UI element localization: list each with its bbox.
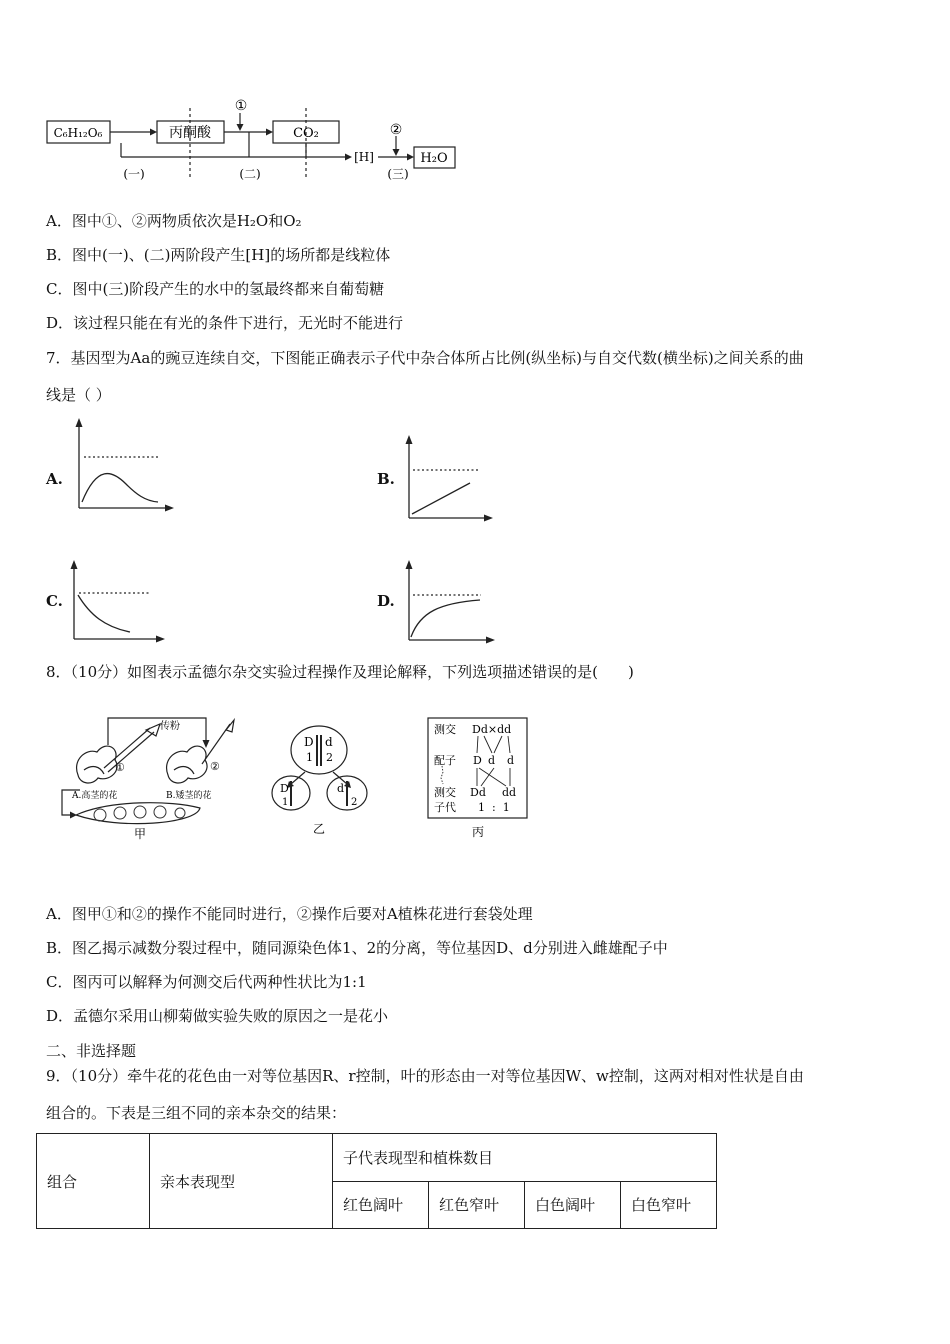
jia-mark-2: ②: [210, 760, 220, 773]
yi-right-d: d: [337, 782, 345, 795]
bing-gamete-d2: d: [507, 754, 515, 767]
graph-b-label: B.: [377, 470, 395, 488]
table-header-offspring: 子代表现型和植株数目: [333, 1134, 717, 1182]
jia-label-a: A.高茎的花: [72, 791, 118, 801]
stage-2-label: (二): [239, 167, 261, 181]
q7-stem-line1: 7．基因型为Aa的豌豆连续自交，下图能正确表示子代中杂合体所占比例(纵坐标)与自交代数(横坐标)之间关系的曲: [46, 349, 804, 367]
graph-a-label: A.: [46, 470, 63, 488]
jia-mark-1: ①: [115, 761, 125, 774]
q8-stem: 8．（10分）如图表示孟德尔杂交实验过程操作及理论解释，下列选项描述错误的是( ): [46, 663, 634, 681]
jia-chuanfen: 传粉: [160, 721, 180, 732]
bing-ratio: 1 : 1: [478, 801, 510, 814]
yi-left-D: D: [280, 782, 289, 795]
graph-c-label: C.: [46, 592, 63, 610]
table-subheader-red-narrow: 红色窄叶: [429, 1181, 525, 1229]
bing-row2-label: 配子: [434, 754, 456, 767]
bing-row3-label1: 测交: [434, 786, 456, 799]
table-subheader-white-narrow: 白色窄叶: [621, 1181, 717, 1229]
bing-offspring-dd: dd: [502, 786, 517, 799]
mark-2: ②: [389, 122, 403, 138]
table-header-parent: 亲本表现型: [150, 1134, 333, 1229]
bing-gamete-D: D: [473, 754, 482, 767]
yi-2: 2: [326, 751, 333, 764]
q8-option-d: D．孟德尔采用山柳菊做实验失败的原因之一是花小: [46, 1007, 389, 1025]
pyruvate-label: 丙酮酸: [169, 125, 211, 141]
h2o-label: H₂O: [420, 151, 448, 166]
bing-row1-label: 测交: [434, 723, 456, 736]
q6-option-d: D．该过程只能在有光的条件下进行，无光时不能进行: [46, 314, 404, 332]
bing-offspring-Dd: Dd: [470, 786, 486, 799]
q8-option-c: C．图丙可以解释为何测交后代两种性状比为1:1: [46, 973, 367, 991]
section-title: 二、非选择题: [46, 1042, 137, 1060]
jia-label-b: B.矮茎的花: [166, 791, 212, 801]
q6-option-a: A．图中①、②两物质依次是H₂O和O₂: [46, 212, 302, 230]
stage-1-label: (一): [123, 167, 145, 181]
q6-option-c: C．图中(三)阶段产生的水中的氢最终都来自葡萄糖: [46, 280, 385, 298]
q9-stem-line1: 9．（10分）牵牛花的花色由一对等位基因R、r控制，叶的形态由一对等位基因W、w控制，这两对相对性状是自由: [46, 1067, 804, 1085]
jia-caption: 甲: [133, 827, 147, 841]
glucose-label: C₆H₁₂O₆: [53, 126, 103, 140]
bing-caption: 丙: [471, 825, 485, 839]
bing-row1-val: Dd×dd: [472, 723, 512, 736]
yi-d: d: [325, 735, 333, 749]
bing-row3-label2: 子代: [434, 801, 456, 814]
graph-d-label: D.: [377, 592, 395, 610]
table-subheader-red-broad: 红色阔叶: [333, 1181, 429, 1229]
q8-option-a: A．图甲①和②的操作不能同时进行，②操作后要对A植株花进行套袋处理: [46, 905, 533, 923]
q6-option-b: B．图中(一)、(二)两阶段产生[H]的场所都是线粒体: [46, 246, 391, 264]
yi-caption: 乙: [312, 822, 326, 836]
yi-D: D: [304, 735, 314, 749]
q9-stem-line2: 组合的。下表是三组不同的亲本杂交的结果：: [46, 1104, 347, 1122]
co2-label: CO₂: [293, 126, 319, 141]
yi-right-2: 2: [351, 797, 358, 808]
h-label: [H]: [354, 150, 374, 164]
q7-stem-line2: 线是（ ）: [46, 386, 111, 404]
q8-option-b: B．图乙揭示减数分裂过程中，随同源染色体1、2的分离，等位基因D、d分别进入雌雄配子中: [46, 939, 668, 957]
results-table: [36, 1133, 717, 1229]
mark-1: ①: [234, 98, 248, 114]
table-header-group: 组合: [37, 1134, 150, 1229]
yi-1: 1: [306, 751, 313, 764]
yi-left-1: 1: [282, 797, 289, 808]
bing-gamete-d1: d: [488, 754, 496, 767]
table-subheader-white-broad: 白色阔叶: [525, 1181, 621, 1229]
stage-3-label: (三): [387, 167, 409, 181]
